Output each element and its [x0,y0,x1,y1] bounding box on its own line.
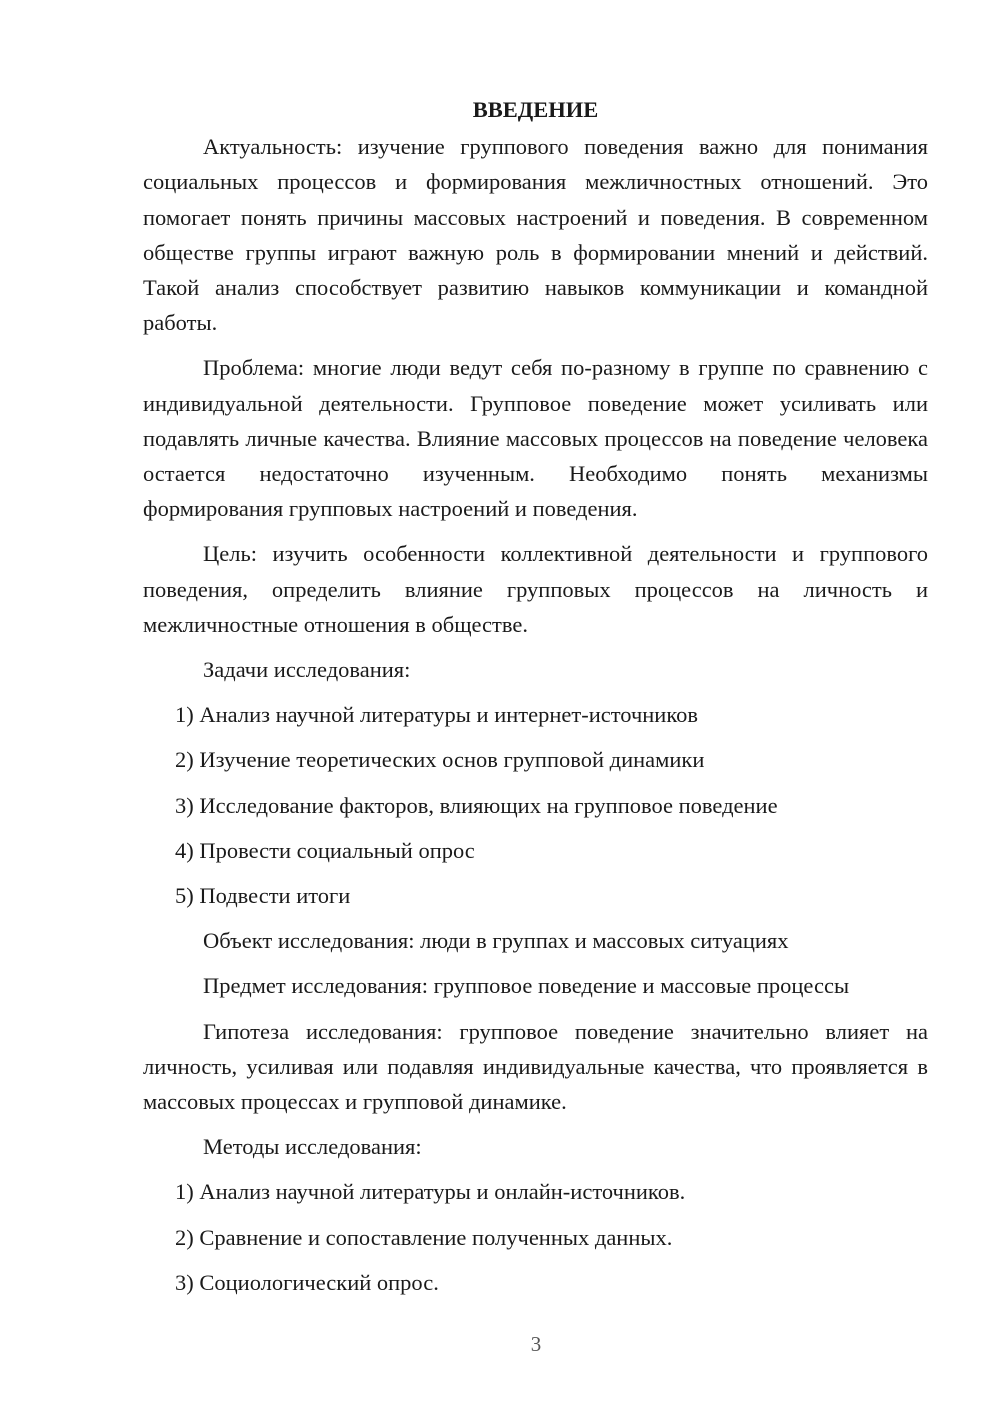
task-item: 1) Анализ научной литературы и интернет-источников [175,702,699,728]
task-item: 4) Провести социальный опрос [175,837,475,863]
problem-paragraph: Проблема: многие люди ведут себя по-разному в группе по сравнению с индивидуальной деятельности. Групповое поведение может усиливать или подавлять личные качества. Влияние массовых процессов на поведение человека остается недостаточно изученным. Необходимо понять механизмы формирования групповых настроений и поведения. [143,355,928,522]
section-title: ВВЕДЕНИЕ [472,97,599,122]
subject-paragraph: Предмет исследования: групповое поведение и массовые процессы [203,973,850,999]
methods-list [143,1174,928,1300]
method-item: 1) Анализ научной литературы и онлайн-источников. [175,1179,686,1205]
page-content [143,92,928,1310]
tasks-list [143,697,928,913]
method-item: 2) Сравнение и сопоставление полученных данных. [175,1224,673,1250]
methods-heading: Методы исследования: [203,1134,422,1160]
goal-paragraph: Цель: изучить особенности коллективной деятельности и группового поведения, определить влияние групповых процессов на личность и межличностные отношения в обществе. [143,541,928,637]
hypothesis-paragraph: Гипотеза исследования: групповое поведение значительно влияет на личность, усиливая или подавляя индивидуальные качества, что проявляется в массовых процессах и групповой динамике. [143,1018,928,1115]
page-number: 3 [530,1332,542,1356]
relevance-paragraph: Актуальность: изучение группового поведения важно для понимания социальных процессов и формирования межличностных отношений. Это помогает понять причины массовых настроений и поведения. В современном обществе группы играют важную роль в формировании мнений и действий. Такой анализ способствует развитию навыков коммуникации и командной работы. [143,134,928,336]
object-paragraph: Объект исследования: люди в группах и массовых ситуациях [203,928,789,954]
tasks-heading: Задачи исследования: [203,657,411,683]
method-item: 3) Социологический опрос. [175,1269,439,1295]
task-item: 2) Изучение теоретических основ групповой динамики [175,747,705,773]
task-item: 5) Подвести итоги [175,883,351,909]
task-item: 3) Исследование факторов, влияющих на групповое поведение [175,792,778,818]
